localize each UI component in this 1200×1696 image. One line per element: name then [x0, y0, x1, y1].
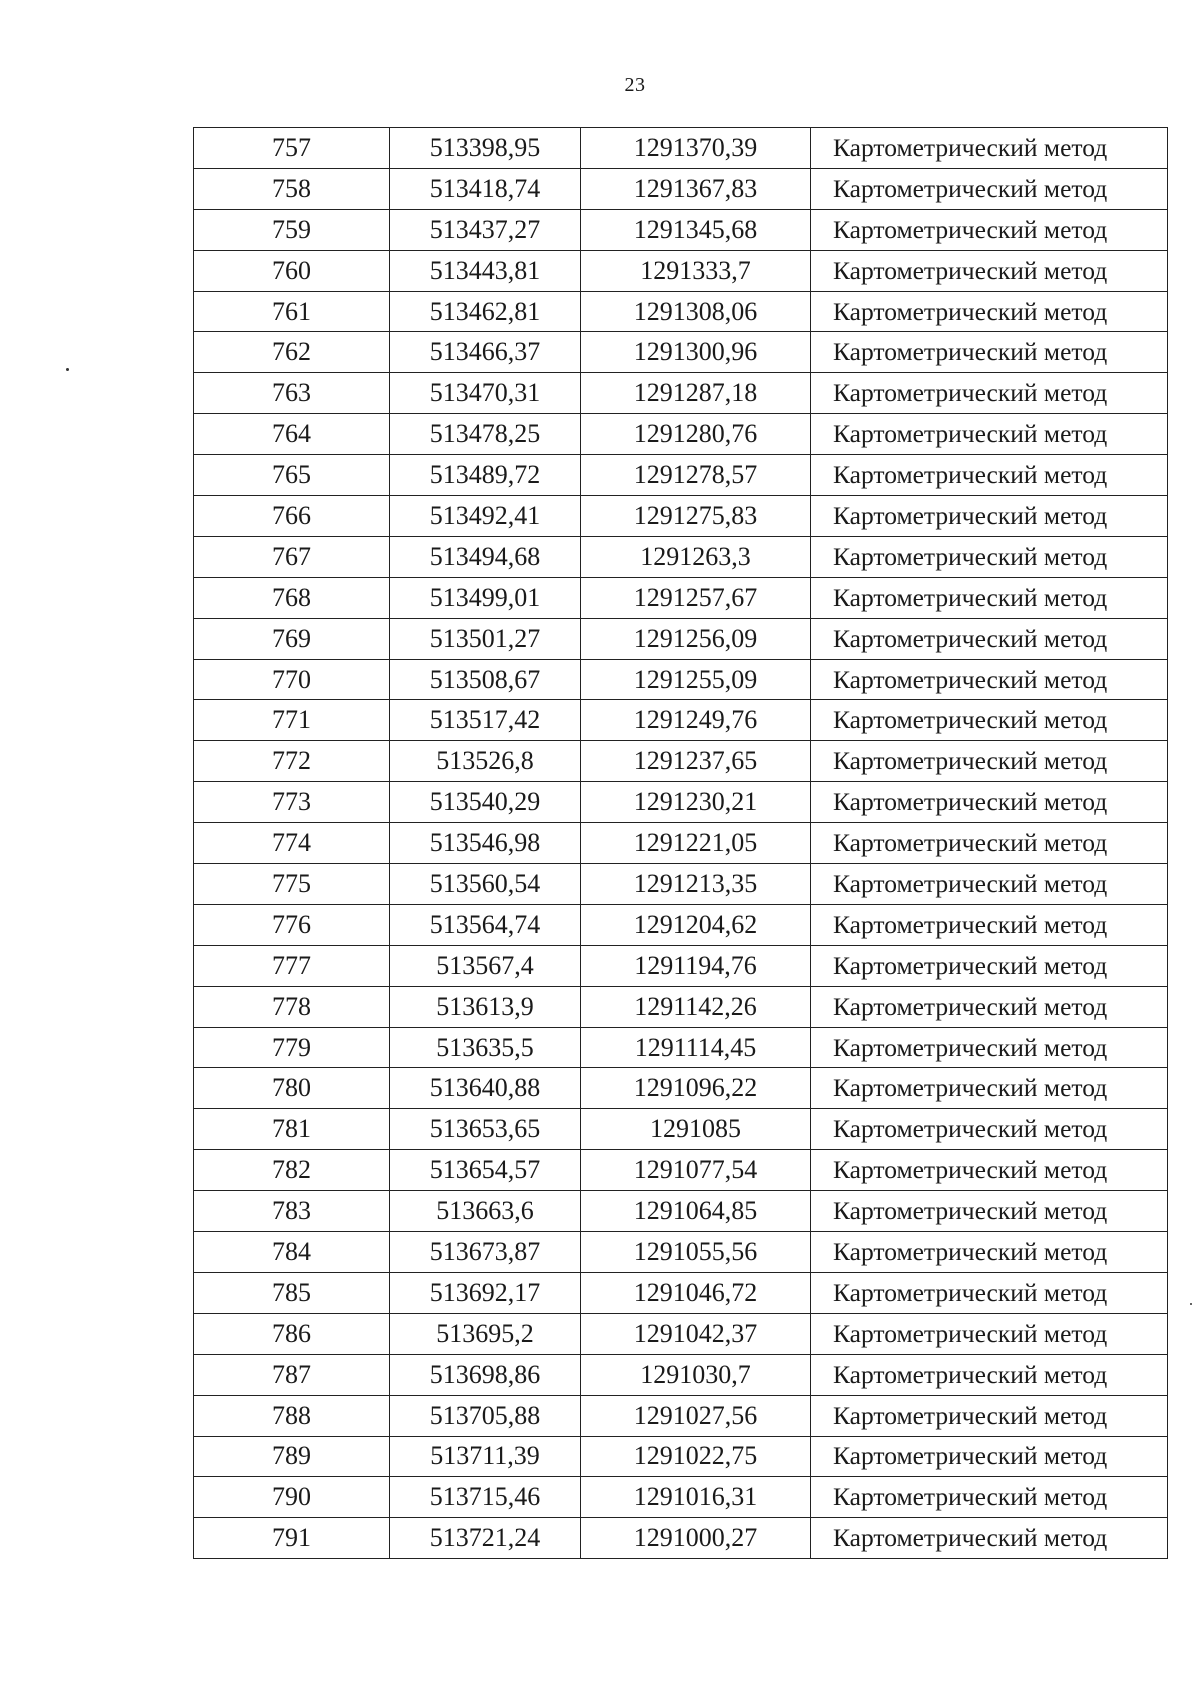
- x-coordinate-cell: 513673,87: [390, 1232, 581, 1273]
- point-number-cell: 782: [194, 1150, 390, 1191]
- scan-speck: [66, 368, 69, 371]
- point-number-cell: 759: [194, 209, 390, 250]
- x-coordinate-cell: 513546,98: [390, 823, 581, 864]
- point-number-cell: 767: [194, 536, 390, 577]
- table-row: [194, 1068, 1168, 1109]
- method-cell: Картометрический метод: [811, 332, 1168, 373]
- table-row: [194, 1354, 1168, 1395]
- method-cell: Картометрический метод: [811, 1109, 1168, 1150]
- y-coordinate-cell: 1291096,22: [581, 1068, 811, 1109]
- method-cell: Картометрический метод: [811, 250, 1168, 291]
- table-row: [194, 864, 1168, 905]
- table-row: [194, 1477, 1168, 1518]
- method-cell: Картометрический метод: [811, 414, 1168, 455]
- y-coordinate-cell: 1291280,76: [581, 414, 811, 455]
- table-row: [194, 659, 1168, 700]
- x-coordinate-cell: 513654,57: [390, 1150, 581, 1191]
- point-number-cell: 789: [194, 1436, 390, 1477]
- table-row: [194, 1027, 1168, 1068]
- x-coordinate-cell: 513489,72: [390, 455, 581, 496]
- x-coordinate-cell: 513501,27: [390, 618, 581, 659]
- y-coordinate-cell: 1291194,76: [581, 945, 811, 986]
- x-coordinate-cell: 513715,46: [390, 1477, 581, 1518]
- y-coordinate-cell: 1291016,31: [581, 1477, 811, 1518]
- y-coordinate-cell: 1291022,75: [581, 1436, 811, 1477]
- method-cell: Картометрический метод: [811, 1518, 1168, 1559]
- table-row: [194, 904, 1168, 945]
- y-coordinate-cell: 1291142,26: [581, 986, 811, 1027]
- x-coordinate-cell: 513443,81: [390, 250, 581, 291]
- y-coordinate-cell: 1291230,21: [581, 782, 811, 823]
- point-number-cell: 769: [194, 618, 390, 659]
- y-coordinate-cell: 1291370,39: [581, 128, 811, 169]
- point-number-cell: 787: [194, 1354, 390, 1395]
- x-coordinate-cell: 513418,74: [390, 168, 581, 209]
- y-coordinate-cell: 1291263,3: [581, 536, 811, 577]
- point-number-cell: 778: [194, 986, 390, 1027]
- x-coordinate-cell: 513478,25: [390, 414, 581, 455]
- table-row: [194, 1109, 1168, 1150]
- point-number-cell: 773: [194, 782, 390, 823]
- table-row: [194, 986, 1168, 1027]
- y-coordinate-cell: 1291221,05: [581, 823, 811, 864]
- point-number-cell: 779: [194, 1027, 390, 1068]
- y-coordinate-cell: 1291255,09: [581, 659, 811, 700]
- y-coordinate-cell: 1291085: [581, 1109, 811, 1150]
- point-number-cell: 763: [194, 373, 390, 414]
- table-row: [194, 1436, 1168, 1477]
- table-row: [194, 782, 1168, 823]
- page-number: 23: [624, 74, 646, 96]
- table-row: [194, 1272, 1168, 1313]
- y-coordinate-cell: 1291256,09: [581, 618, 811, 659]
- x-coordinate-cell: 513663,6: [390, 1191, 581, 1232]
- y-coordinate-cell: 1291287,18: [581, 373, 811, 414]
- point-number-cell: 781: [194, 1109, 390, 1150]
- coordinates-table-body: [194, 128, 1168, 1559]
- table-row: [194, 536, 1168, 577]
- method-cell: Картометрический метод: [811, 128, 1168, 169]
- method-cell: Картометрический метод: [811, 659, 1168, 700]
- x-coordinate-cell: 513705,88: [390, 1395, 581, 1436]
- table-row: [194, 414, 1168, 455]
- point-number-cell: 764: [194, 414, 390, 455]
- point-number-cell: 786: [194, 1313, 390, 1354]
- point-number-cell: 780: [194, 1068, 390, 1109]
- x-coordinate-cell: 513437,27: [390, 209, 581, 250]
- method-cell: Картометрический метод: [811, 1232, 1168, 1273]
- table-row: [194, 455, 1168, 496]
- table-row: [194, 1150, 1168, 1191]
- method-cell: Картометрический метод: [811, 577, 1168, 618]
- method-cell: Картометрический метод: [811, 1068, 1168, 1109]
- table-row: [194, 577, 1168, 618]
- method-cell: Картометрический метод: [811, 1477, 1168, 1518]
- table-row: [194, 1191, 1168, 1232]
- point-number-cell: 757: [194, 128, 390, 169]
- method-cell: Картометрический метод: [811, 1191, 1168, 1232]
- method-cell: Картометрический метод: [811, 209, 1168, 250]
- table-row: [194, 128, 1168, 169]
- point-number-cell: 785: [194, 1272, 390, 1313]
- table-row: [194, 741, 1168, 782]
- point-number-cell: 791: [194, 1518, 390, 1559]
- x-coordinate-cell: 513613,9: [390, 986, 581, 1027]
- method-cell: Картометрический метод: [811, 1313, 1168, 1354]
- point-number-cell: 783: [194, 1191, 390, 1232]
- table-row: [194, 700, 1168, 741]
- table-row: [194, 618, 1168, 659]
- coordinates-table: [193, 127, 1168, 1559]
- method-cell: Картометрический метод: [811, 1354, 1168, 1395]
- y-coordinate-cell: 1291077,54: [581, 1150, 811, 1191]
- y-coordinate-cell: 1291333,7: [581, 250, 811, 291]
- table-row: [194, 209, 1168, 250]
- method-cell: Картометрический метод: [811, 291, 1168, 332]
- method-cell: Картометрический метод: [811, 1272, 1168, 1313]
- x-coordinate-cell: 513635,5: [390, 1027, 581, 1068]
- method-cell: Картометрический метод: [811, 168, 1168, 209]
- x-coordinate-cell: 513695,2: [390, 1313, 581, 1354]
- point-number-cell: 758: [194, 168, 390, 209]
- method-cell: Картометрический метод: [811, 1150, 1168, 1191]
- point-number-cell: 760: [194, 250, 390, 291]
- method-cell: Картометрический метод: [811, 1027, 1168, 1068]
- table-row: [194, 373, 1168, 414]
- table-row: [194, 1395, 1168, 1436]
- y-coordinate-cell: 1291275,83: [581, 496, 811, 537]
- x-coordinate-cell: 513492,41: [390, 496, 581, 537]
- y-coordinate-cell: 1291000,27: [581, 1518, 811, 1559]
- point-number-cell: 775: [194, 864, 390, 905]
- y-coordinate-cell: 1291308,06: [581, 291, 811, 332]
- method-cell: Картометрический метод: [811, 904, 1168, 945]
- x-coordinate-cell: 513494,68: [390, 536, 581, 577]
- method-cell: Картометрический метод: [811, 782, 1168, 823]
- table-row: [194, 291, 1168, 332]
- point-number-cell: 772: [194, 741, 390, 782]
- table-row: [194, 496, 1168, 537]
- table-row: [194, 168, 1168, 209]
- point-number-cell: 768: [194, 577, 390, 618]
- method-cell: Картометрический метод: [811, 455, 1168, 496]
- x-coordinate-cell: 513470,31: [390, 373, 581, 414]
- table-row: [194, 250, 1168, 291]
- point-number-cell: 762: [194, 332, 390, 373]
- method-cell: Картометрический метод: [811, 945, 1168, 986]
- table-row: [194, 945, 1168, 986]
- point-number-cell: 766: [194, 496, 390, 537]
- point-number-cell: 761: [194, 291, 390, 332]
- point-number-cell: 777: [194, 945, 390, 986]
- y-coordinate-cell: 1291257,67: [581, 577, 811, 618]
- table-row: [194, 823, 1168, 864]
- y-coordinate-cell: 1291300,96: [581, 332, 811, 373]
- method-cell: Картометрический метод: [811, 536, 1168, 577]
- y-coordinate-cell: 1291249,76: [581, 700, 811, 741]
- x-coordinate-cell: 513564,74: [390, 904, 581, 945]
- y-coordinate-cell: 1291027,56: [581, 1395, 811, 1436]
- y-coordinate-cell: 1291237,65: [581, 741, 811, 782]
- point-number-cell: 765: [194, 455, 390, 496]
- y-coordinate-cell: 1291213,35: [581, 864, 811, 905]
- point-number-cell: 771: [194, 700, 390, 741]
- x-coordinate-cell: 513526,8: [390, 741, 581, 782]
- x-coordinate-cell: 513517,42: [390, 700, 581, 741]
- method-cell: Картометрический метод: [811, 986, 1168, 1027]
- y-coordinate-cell: 1291204,62: [581, 904, 811, 945]
- x-coordinate-cell: 513508,67: [390, 659, 581, 700]
- table-row: [194, 1518, 1168, 1559]
- x-coordinate-cell: 513499,01: [390, 577, 581, 618]
- method-cell: Картометрический метод: [811, 618, 1168, 659]
- point-number-cell: 784: [194, 1232, 390, 1273]
- method-cell: Картометрический метод: [811, 864, 1168, 905]
- method-cell: Картометрический метод: [811, 741, 1168, 782]
- point-number-cell: 774: [194, 823, 390, 864]
- table-row: [194, 1313, 1168, 1354]
- x-coordinate-cell: 513540,29: [390, 782, 581, 823]
- y-coordinate-cell: 1291345,68: [581, 209, 811, 250]
- y-coordinate-cell: 1291055,56: [581, 1232, 811, 1273]
- method-cell: Картометрический метод: [811, 373, 1168, 414]
- x-coordinate-cell: 513567,4: [390, 945, 581, 986]
- y-coordinate-cell: 1291367,83: [581, 168, 811, 209]
- method-cell: Картометрический метод: [811, 1395, 1168, 1436]
- method-cell: Картометрический метод: [811, 823, 1168, 864]
- x-coordinate-cell: 513462,81: [390, 291, 581, 332]
- point-number-cell: 788: [194, 1395, 390, 1436]
- x-coordinate-cell: 513698,86: [390, 1354, 581, 1395]
- x-coordinate-cell: 513560,54: [390, 864, 581, 905]
- method-cell: Картометрический метод: [811, 496, 1168, 537]
- x-coordinate-cell: 513398,95: [390, 128, 581, 169]
- x-coordinate-cell: 513692,17: [390, 1272, 581, 1313]
- table-row: [194, 332, 1168, 373]
- x-coordinate-cell: 513721,24: [390, 1518, 581, 1559]
- y-coordinate-cell: 1291030,7: [581, 1354, 811, 1395]
- y-coordinate-cell: 1291278,57: [581, 455, 811, 496]
- x-coordinate-cell: 513653,65: [390, 1109, 581, 1150]
- y-coordinate-cell: 1291064,85: [581, 1191, 811, 1232]
- method-cell: Картометрический метод: [811, 1436, 1168, 1477]
- scan-speck: [1190, 1303, 1192, 1305]
- x-coordinate-cell: 513711,39: [390, 1436, 581, 1477]
- point-number-cell: 770: [194, 659, 390, 700]
- method-cell: Картометрический метод: [811, 700, 1168, 741]
- y-coordinate-cell: 1291046,72: [581, 1272, 811, 1313]
- x-coordinate-cell: 513466,37: [390, 332, 581, 373]
- point-number-cell: 790: [194, 1477, 390, 1518]
- point-number-cell: 776: [194, 904, 390, 945]
- table-row: [194, 1232, 1168, 1273]
- y-coordinate-cell: 1291114,45: [581, 1027, 811, 1068]
- y-coordinate-cell: 1291042,37: [581, 1313, 811, 1354]
- x-coordinate-cell: 513640,88: [390, 1068, 581, 1109]
